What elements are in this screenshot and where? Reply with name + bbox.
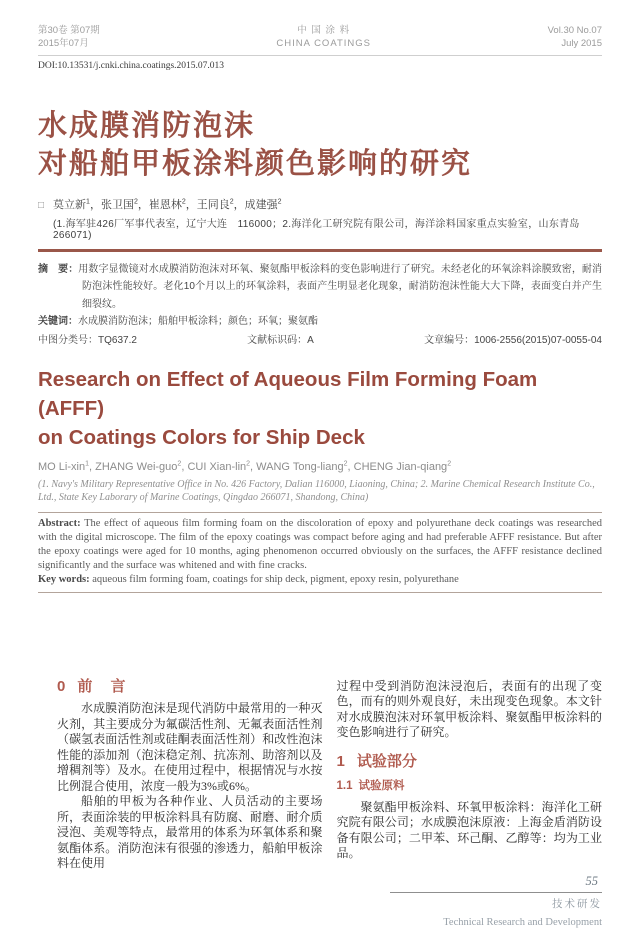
square-marker-icon: □ <box>38 200 45 211</box>
abstract-text-cn: 用数字显微镜对水成膜消防泡沫对环氧、聚氨酯甲板涂料的变色影响进行了研究。未经老化的环氧涂料涂膜致密，耐消防泡沫性能较好。老化10个月以上的环氧涂料，表面产生明显老化现象，耐消防泡沫性能大大下降，表面变白并产生细裂纹。 <box>78 263 603 310</box>
author-cn-2: 张卫国$^2$， <box>100 198 149 211</box>
title-divider-rule <box>38 249 602 252</box>
footer-section-cn: 技术研发 <box>552 899 602 911</box>
paragraph-2: 船舶的甲板为各种作业、人员活动的主要场所，表面涂装的甲板涂料具有防腐、耐磨、耐介质浸泡、美观等特点，最常用的体系为环氧体系和聚氨酯体系。消防泡沫有很强的渗透力，船舶甲板涂料在使用 <box>57 794 323 871</box>
page-number: 55 <box>585 873 598 888</box>
author-en-2: ZHANG Wei-guo$^2$, <box>95 460 188 473</box>
title-en-line2: on Coatings Colors for Ship Deck <box>38 426 365 449</box>
author-cn-4: 王同良$^2$， <box>196 198 245 211</box>
author-en-4: WANG Tong-liang$^2$, <box>256 460 354 473</box>
authors-en <box>38 460 602 473</box>
header-volume-cn <box>38 24 100 50</box>
author-en-5: CHENG Jian-qiang$^2$ <box>353 460 452 473</box>
date-cn: 2015年07月 <box>38 38 89 49</box>
keywords-cn <box>38 313 602 331</box>
title-cn-line1: 水成膜消防泡沫 <box>38 110 256 142</box>
keywords-label-en: Key words: <box>38 573 90 585</box>
paragraph-4: 聚氨酯甲板涂料、环氧甲板涂料：海洋化工研究院有限公司；水成膜泡沫原液：上海金盾消防设备有限公司；二甲苯、环己酮、乙醇等：均为工业品。 <box>336 799 602 861</box>
article-title-en <box>38 365 602 452</box>
date-en: July 2015 <box>561 38 602 49</box>
keywords-en <box>38 573 602 587</box>
vol-en: Vol.30 No.07 <box>547 25 602 36</box>
header-volume-en <box>548 24 602 50</box>
section-heading-0: 0 前 言 <box>57 677 133 695</box>
keywords-text-cn: 水成膜消防泡沫；船舶甲板涂料；颜色；环氧；聚氨酯 <box>78 316 318 327</box>
author-cn-3: 崔恩林$^2$， <box>148 198 197 211</box>
abstract-block-en <box>38 512 602 593</box>
doi-line: DOI:10.13531/j.cnki.china.coatings.2015.07.013 <box>38 61 225 71</box>
author-cn-1: 莫立新$^1$， <box>53 198 101 211</box>
document-code: 文献标识码：A <box>247 334 314 346</box>
title-en-line1: Research on Effect of Aqueous Film Forming Foam (AFFF) <box>38 368 538 420</box>
paragraph-1: 水成膜消防泡沫是现代消防中最常用的一种灭火剂，其主要成分为氟碳活性剂、无氟表面活性剂（碳氢表面活性剂或硅酮表面活性剂）和改性泡沫性能的添加剂（泡沫稳定剂、抗冻剂、助溶剂以及增稠剂等）及水。在使用过程中，根据情况与水按比例混合使用，浓度一般为3%或6%。 <box>57 701 323 793</box>
article-body <box>38 679 602 930</box>
section-heading-1: 1 试验部分 <box>336 752 417 770</box>
footer-section-en: Technical Research and Development <box>443 916 602 928</box>
left-column <box>57 679 323 930</box>
article-title-cn <box>38 107 602 183</box>
abstract-en <box>38 517 602 573</box>
affiliation-cn: (1.海军驻426厂军事代表室，辽宁大连 116000；2.海洋化工研究院有限公司，海洋涂料国家重点实验室，山东青岛 266071) <box>53 219 591 241</box>
header-journal-name <box>276 24 371 50</box>
author-en-3: CUI Xian-lin$^2$, <box>187 460 257 473</box>
abstract-block-cn <box>38 261 602 350</box>
right-column <box>337 679 603 930</box>
paragraph-3: 过程中受到消防泡沫浸泡后，表面有的出现了变色，而有的则外观良好，未出现变色现象。本文针对水成膜泡沫对环氧甲板涂料、聚氨酯甲板涂料的变色影响进行了研究。 <box>336 678 602 740</box>
clc-number: 中图分类号：TQ637.2 <box>38 334 137 346</box>
abstract-text-en: The effect of aqueous film forming foam on the discoloration of epoxy and polyurethane deck coatings was researched with the digital microscope. The film of the epoxy coatings was compact before aging and had preferable AFFF resistance. But after the epoxy coatings were aged for 10 months, aging phenomenon occurred obviously on the surfaces, the AFFF resistance declined significantly and the surface was whitened and with fine cracks. <box>38 517 602 571</box>
journal-name-en: CHINA COATINGS <box>276 38 371 49</box>
keywords-text-en: aqueous film forming foam, coatings for ship deck, pigment, epoxy resin, polyurethane <box>89 573 459 585</box>
journal-header <box>38 24 602 56</box>
affiliation-en: (1. Navy's Military Representative Office in No. 426 Factory, Dalian 116000, Liaoning, China; 2. Marine Chemical Research Institute Co., Ltd., State Key Laborary of Marine Coatings, Qingdao 266071, Shandong, China) <box>38 478 595 504</box>
vol-cn: 第30卷 第07期 <box>38 25 100 36</box>
abstract-label-en: Abstract: <box>38 517 81 529</box>
author-en-1: MO Li-xin$^1$, <box>38 460 96 473</box>
authors-cn <box>38 196 602 212</box>
footer-rule <box>390 892 602 893</box>
title-cn-line2: 对船舶甲板涂料颜色影响的研究 <box>38 148 473 180</box>
section-heading-1-1: 1.1 试验原料 <box>336 780 405 793</box>
page-footer <box>337 874 603 930</box>
journal-name-cn: 中 国 涂 料 <box>297 25 351 36</box>
keywords-label-cn: 关键词： <box>38 316 78 327</box>
abstract-cn <box>38 261 602 314</box>
abstract-label-cn: 摘 要： <box>38 263 79 275</box>
author-cn-5: 成建强$^2$ <box>244 198 282 211</box>
article-id: 文章编号：1006-2556(2015)07-0055-04 <box>424 334 602 346</box>
classification-row <box>38 332 602 350</box>
